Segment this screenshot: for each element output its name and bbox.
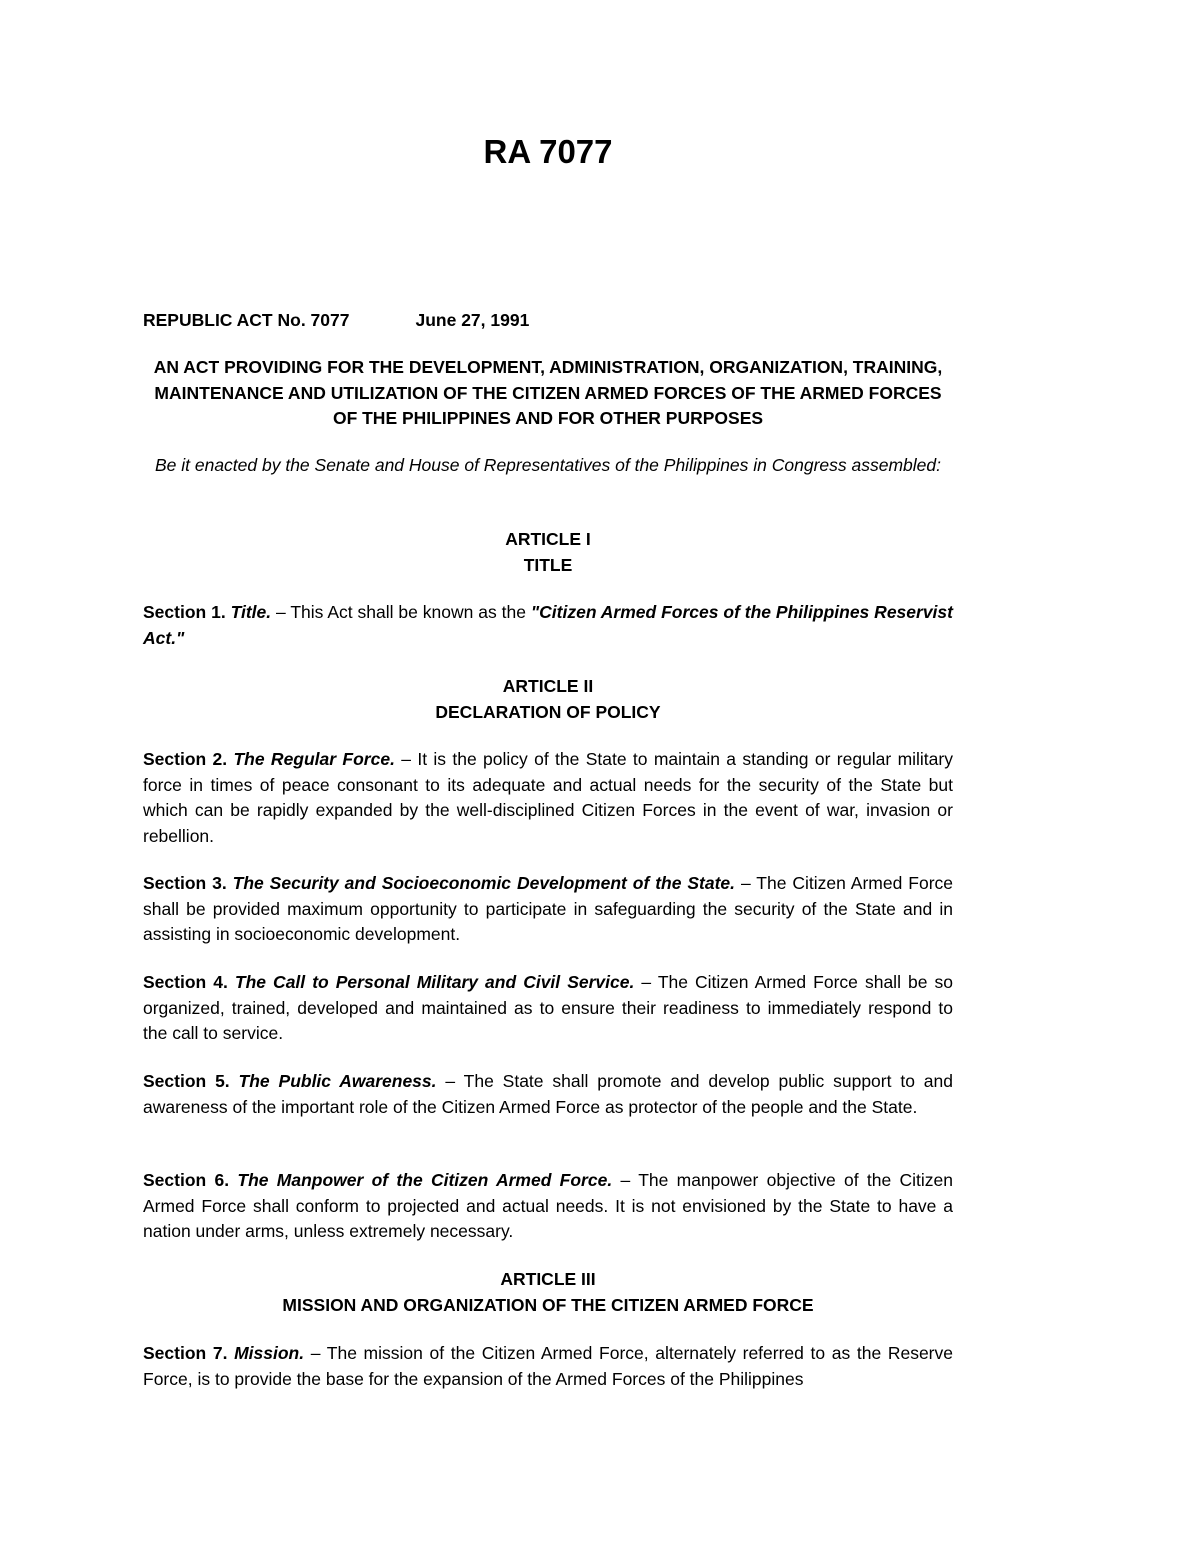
section-label: Section 5. bbox=[143, 1071, 230, 1091]
section-paragraph bbox=[143, 747, 953, 849]
section-paragraph bbox=[143, 970, 953, 1047]
section-paragraph bbox=[143, 1341, 953, 1392]
section-text: – It is the policy of the State to maintain a standing or regular military force in times of peace consonant to its adequate and actual needs for the security of the State but which can be rapidly expanded by the well-disciplined Citizen Forces in the event of war, invasion or rebellion. bbox=[143, 749, 953, 846]
section-title: Mission. bbox=[234, 1343, 305, 1363]
section-paragraph bbox=[143, 871, 953, 948]
section-quote: "Citizen Armed Forces of the Philippines Reservist Act." bbox=[143, 602, 953, 648]
section-label: Section 6. bbox=[143, 1170, 230, 1190]
article-number: ARTICLE III bbox=[500, 1269, 596, 1289]
section-text: – The Citizen Armed Force shall be so organized, trained, developed and maintained as to ensure their readiness to immediately respond to the call to service. bbox=[143, 972, 953, 1043]
act-line bbox=[143, 307, 529, 333]
section-label: Section 7. bbox=[143, 1343, 228, 1363]
section-paragraph bbox=[143, 600, 953, 651]
section-title: The Security and Socioeconomic Development of the State. bbox=[232, 873, 736, 893]
section-label: Section 1. bbox=[143, 602, 226, 622]
act-number: REPUBLIC ACT No. 7077 bbox=[143, 310, 350, 330]
article-number: ARTICLE II bbox=[502, 676, 594, 696]
article-title: DECLARATION OF POLICY bbox=[435, 701, 661, 722]
section-text: – The manpower objective of the Citizen Armed Force shall conform to projected and actual needs. It is not envisioned by the State to have a nation under arms, unless extremely necessary. bbox=[143, 1170, 953, 1241]
section-title: Title. bbox=[230, 602, 272, 622]
enacting-clause: Be it enacted by the Senate and House of Representatives of the Philippines in Congress assembled: bbox=[154, 455, 942, 475]
act-date: June 27, 1991 bbox=[415, 310, 530, 330]
act-heading: AN ACT PROVIDING FOR THE DEVELOPMENT, ADMINISTRATION, ORGANIZATION, TRAINING, MAINTENANCE AND UTILIZATION OF THE CITIZEN ARMED FORCES OF THE ARMED FORCES OF THE PHILIPPINES AND FOR OTHER PURPOSES bbox=[153, 357, 943, 428]
section-paragraph bbox=[143, 1069, 953, 1120]
section-title: The Manpower of the Citizen Armed Force. bbox=[237, 1170, 613, 1190]
section-title: The Public Awareness. bbox=[238, 1071, 437, 1091]
section-label: Section 3. bbox=[143, 873, 227, 893]
section-title: The Call to Personal Military and Civil Service. bbox=[234, 972, 635, 992]
article-heading bbox=[143, 527, 953, 578]
article-heading bbox=[143, 674, 953, 725]
article-number: ARTICLE I bbox=[505, 529, 591, 549]
document-title: RA 7077 bbox=[483, 133, 613, 170]
article-title: MISSION AND ORGANIZATION OF THE CITIZEN ARMED FORCE bbox=[282, 1294, 814, 1315]
article-title: TITLE bbox=[523, 554, 573, 575]
section-paragraph bbox=[143, 1168, 953, 1245]
section-text: – The State shall promote and develop public support to and awareness of the important role of the Citizen Armed Force as protector of the people and the State. bbox=[143, 1071, 953, 1117]
section-label: Section 4. bbox=[143, 972, 228, 992]
section-title: The Regular Force. bbox=[233, 749, 395, 769]
section-text: – The mission of the Citizen Armed Force, alternately referred to as the Reserve Force, is to provide the base for the expansion of the Armed Forces of the Philippines bbox=[143, 1343, 953, 1389]
section-text: – This Act shall be known as the bbox=[271, 602, 531, 622]
article-heading bbox=[143, 1267, 953, 1318]
section-label: Section 2. bbox=[143, 749, 228, 769]
section-text: – The Citizen Armed Force shall be provided maximum opportunity to participate in safeguarding the security of the State and in assisting in socioeconomic development. bbox=[143, 873, 953, 944]
